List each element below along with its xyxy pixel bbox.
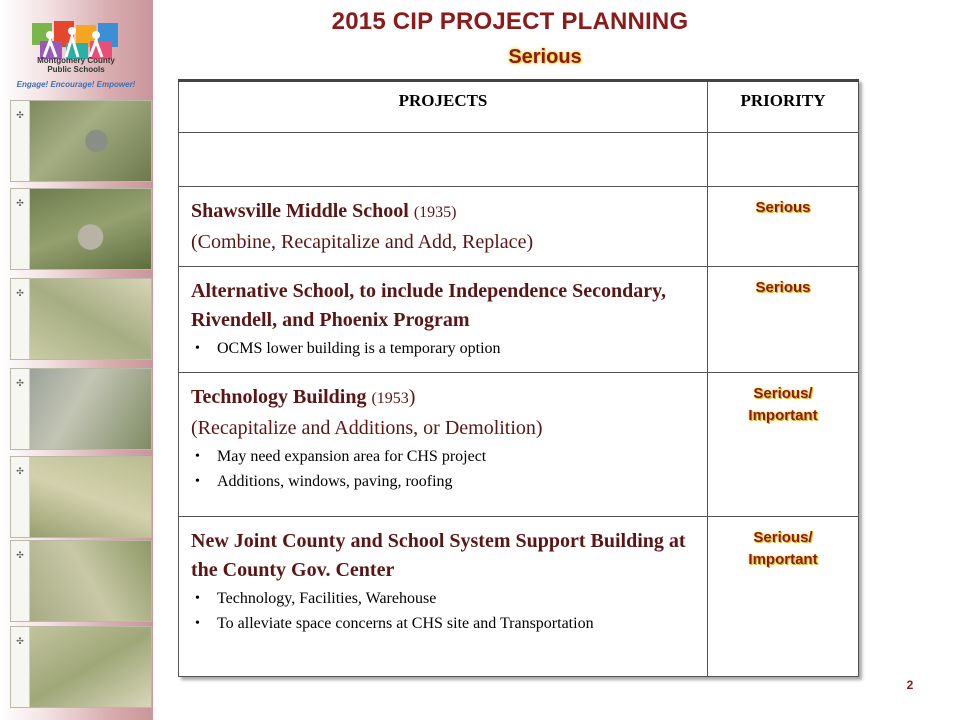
empty-cell bbox=[179, 133, 708, 187]
list-item: • May need expansion area for CHS project bbox=[207, 447, 697, 466]
projects-column-header: PROJECTS bbox=[179, 81, 708, 133]
project-bullets bbox=[191, 339, 697, 358]
aerial-map-2 bbox=[10, 188, 152, 270]
north-arrow-icon: ✣ bbox=[16, 199, 24, 209]
project-cell bbox=[179, 373, 708, 517]
aerial-map-6 bbox=[10, 540, 152, 622]
priority-label-line1: Serious/ bbox=[753, 529, 813, 546]
organization-name-line1: Montgomery County bbox=[37, 56, 115, 65]
project-bullets bbox=[191, 589, 697, 633]
north-arrow-icon: ✣ bbox=[16, 289, 24, 299]
north-arrow-icon: ✣ bbox=[16, 379, 24, 389]
list-item: • Additions, windows, paving, roofing bbox=[207, 472, 697, 491]
priority-label: Serious bbox=[755, 199, 811, 216]
project-scope: (Combine, Recapitalize and Add, Replace) bbox=[191, 231, 534, 253]
page-subtitle: Serious bbox=[508, 46, 582, 68]
table-row bbox=[179, 267, 859, 373]
aerial-map-5 bbox=[10, 456, 152, 538]
priority-column-header: PRIORITY bbox=[708, 81, 859, 133]
aerial-map-1 bbox=[10, 100, 152, 182]
tagline: Engage! Encourage! Empower! bbox=[16, 80, 136, 89]
project-year-close: ) bbox=[408, 386, 416, 408]
page-title: 2015 CIP PROJECT PLANNING bbox=[331, 8, 689, 35]
table-row bbox=[179, 517, 859, 677]
aerial-map-4 bbox=[10, 368, 152, 450]
north-arrow-icon: ✣ bbox=[16, 467, 24, 477]
table-row bbox=[179, 373, 859, 517]
table-row bbox=[179, 187, 859, 267]
priority-label-line1: Serious/ bbox=[753, 385, 813, 402]
project-title: Shawsville Middle School bbox=[191, 200, 409, 222]
list-item: • OCMS lower building is a temporary option bbox=[207, 339, 697, 358]
empty-cell bbox=[708, 133, 859, 187]
north-arrow-icon: ✣ bbox=[16, 551, 24, 561]
organization-name bbox=[6, 56, 146, 74]
priority-cell bbox=[708, 517, 859, 677]
project-cell bbox=[179, 267, 708, 373]
list-item: • To alleviate space concerns at CHS site and Transportation bbox=[207, 614, 697, 633]
project-name bbox=[191, 383, 697, 413]
project-title: Alternative School, to include Independence Secondary, Rivendell, and Phoenix Program bbox=[191, 280, 667, 331]
page-number: 2 bbox=[906, 678, 914, 692]
project-bullets bbox=[191, 447, 697, 491]
priority-label-line2: Important bbox=[748, 407, 818, 424]
project-name bbox=[191, 197, 697, 227]
aerial-map-7 bbox=[10, 626, 152, 708]
table-row-empty bbox=[179, 133, 859, 187]
project-scope: (Recapitalize and Additions, or Demolition) bbox=[191, 417, 543, 439]
project-year: (1935) bbox=[413, 204, 457, 221]
north-arrow-icon: ✣ bbox=[16, 637, 24, 647]
priority-cell bbox=[708, 373, 859, 517]
priority-cell bbox=[708, 187, 859, 267]
table-header-row bbox=[179, 81, 859, 133]
project-cell bbox=[179, 517, 708, 677]
project-year: (1953 bbox=[371, 390, 409, 407]
list-item: • Technology, Facilities, Warehouse bbox=[207, 589, 697, 608]
priority-label-line2: Important bbox=[748, 551, 818, 568]
priority-label: Serious bbox=[755, 279, 811, 296]
sidebar bbox=[0, 0, 153, 720]
project-title: New Joint County and School System Support Building at the County Gov. Center bbox=[191, 530, 686, 581]
project-title: Technology Building bbox=[191, 386, 367, 408]
aerial-map-3 bbox=[10, 278, 152, 360]
project-priority-table bbox=[178, 79, 859, 677]
priority-cell bbox=[708, 267, 859, 373]
north-arrow-icon: ✣ bbox=[16, 111, 24, 121]
organization-name-line2: Public Schools bbox=[47, 65, 105, 74]
project-cell bbox=[179, 187, 708, 267]
